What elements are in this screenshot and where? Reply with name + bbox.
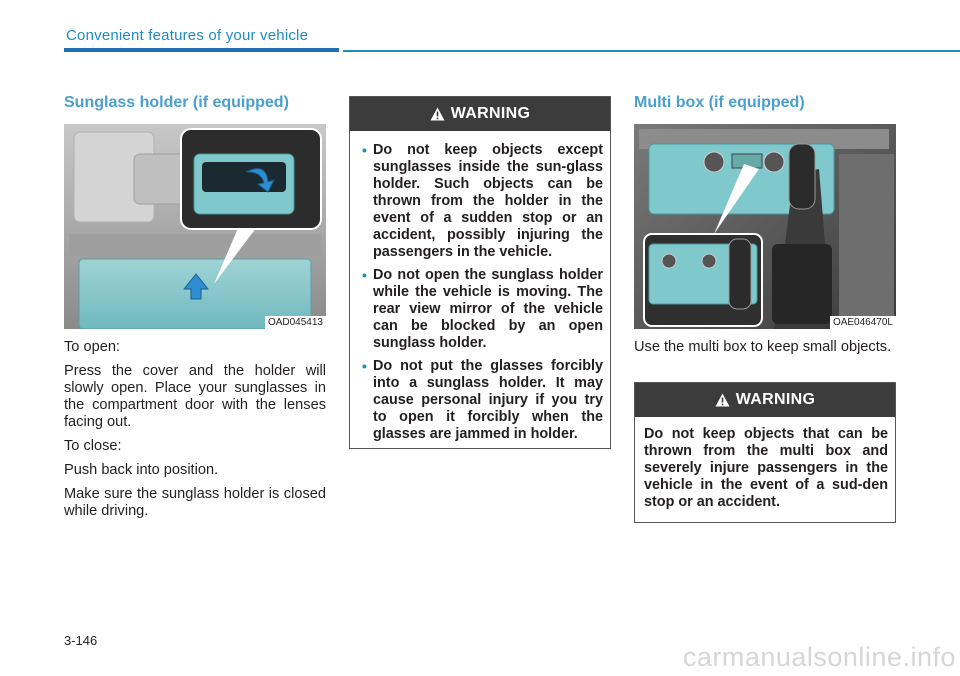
close-text: Push back into position. xyxy=(64,462,219,478)
close-heading: To close: xyxy=(64,438,122,454)
multibox-illustration xyxy=(634,124,896,329)
sunglass-instructions xyxy=(64,339,326,527)
sunglass-photo-label: OAD045413 xyxy=(265,316,326,329)
multibox-warning-box xyxy=(634,382,896,523)
header-bar-thin xyxy=(343,50,960,52)
multibox-photo xyxy=(634,124,896,329)
open-heading: To open: xyxy=(64,339,120,355)
sunglass-section-title: Sunglass holder (if equipped) xyxy=(64,94,289,111)
warning-item xyxy=(363,358,603,443)
sunglass-warning-box xyxy=(349,96,611,449)
warning-item xyxy=(363,267,603,352)
page-number: 3-146 xyxy=(64,633,98,648)
header-bar-dark xyxy=(64,48,339,52)
warning-header xyxy=(635,383,895,417)
warning-item-text: Do not open the sunglass holder while the vehicle is moving. The rear view mirror of the vehicle can be blocked by an open sunglass holder. xyxy=(373,267,603,351)
sunglass-note: Make sure the sunglass holder is closed while driving. xyxy=(64,486,326,519)
multibox-photo-label: OAE046470L xyxy=(830,316,896,329)
warning-item-text: Do not keep objects except sunglasses inside the sun-glass holder. Such objects can be thrown from the holder in the event of a sudden stop or an accident, possibly injuring the passengers in the vehicle. xyxy=(373,142,603,260)
watermark: carmanualsonline.info xyxy=(682,642,956,672)
warning-item xyxy=(363,142,603,261)
sunglass-holder-photo xyxy=(64,124,326,329)
warning-text: Do not keep objects that can be thrown from the multi box and severely injure passengers in the vehicle in the event of a sud-den stop or an accident. xyxy=(644,426,888,510)
bullet-icon: • xyxy=(362,358,367,374)
warning-body xyxy=(635,417,895,519)
warning-triangle-icon xyxy=(430,107,445,121)
warning-header xyxy=(350,97,610,131)
bullet-icon: • xyxy=(362,142,367,158)
multibox-text: Use the multi box to keep small objects. xyxy=(634,339,892,355)
sunglass-holder-illustration xyxy=(64,124,326,329)
bullet-icon: • xyxy=(362,267,367,283)
open-text: Press the cover and the holder will slowly open. Place your sunglasses in the compartment door with the lenses facing out. xyxy=(64,363,326,430)
warning-label: WARNING xyxy=(735,391,816,408)
warning-item-text: Do not put the glasses forcibly into a sunglass holder. It may cause personal injury if you try to open it forcibly when the glasses are jammed in holder. xyxy=(373,358,603,442)
multibox-section-title: Multi box (if equipped) xyxy=(634,94,805,111)
warning-triangle-icon xyxy=(715,393,730,407)
warning-label: WARNING xyxy=(450,105,531,122)
section-header-title: Convenient features of your vehicle xyxy=(66,27,309,44)
warning-body xyxy=(350,131,610,457)
